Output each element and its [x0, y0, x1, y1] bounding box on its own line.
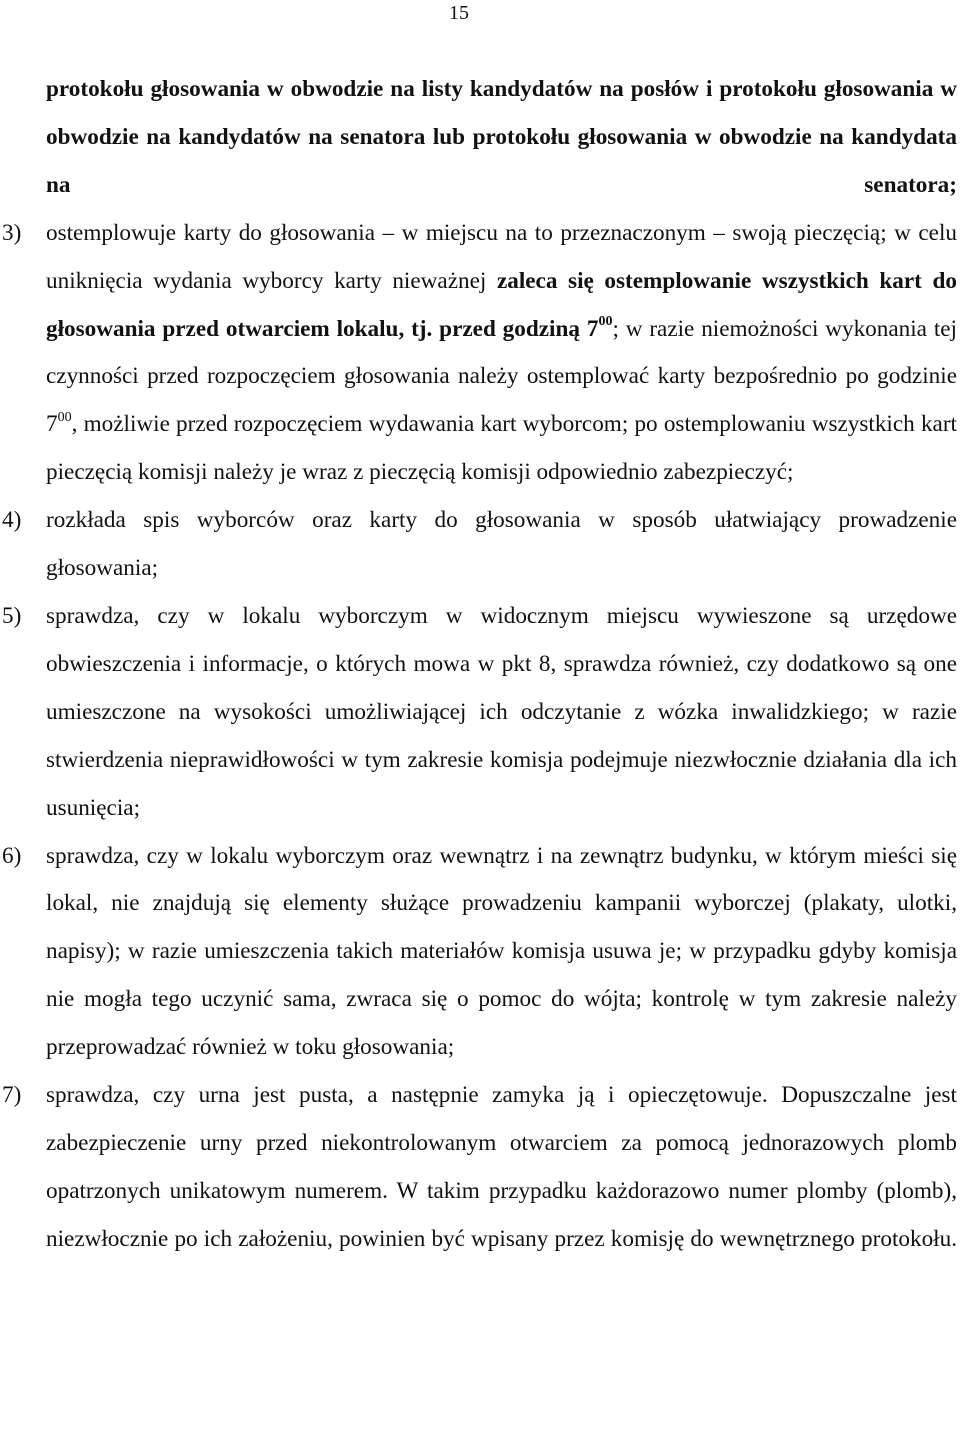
continued-paragraph: [0, 66, 960, 210]
list-item-7: [0, 1072, 960, 1264]
list-item-number: 6): [2, 842, 22, 869]
item-text: rozkłada spis wyborców oraz karty do głosowania w sposób ułatwiający prowadzenie głosowania;: [46, 507, 957, 582]
list-item-number: 3): [2, 219, 22, 246]
document-body: [0, 66, 960, 1264]
item-text: , możliwie przed rozpoczęciem wydawania kart wyborcom; po ostemplowaniu wszystkich kart pieczęcią komisji należy je wraz z pieczęcią komisji odpowiednio zabezpieczyć;: [46, 411, 957, 486]
item-text-emphasis: zaleca się ostemplowanie wszystkich kart do głosowania przed otwarciem lokalu, tj. przed godziną 7: [46, 267, 958, 342]
paragraph-text: protokołu głosowania w obwodzie na listy kandydatów na posłów i protokołu głosowania w obwodzie na kandydatów na senatora lub protokołu głosowania w obwodzie na kandydata na senatora;: [46, 76, 957, 198]
item-text: sprawdza, czy w lokalu wyborczym oraz wewnątrz i na zewnątrz budynku, w którym mieści się lokal, nie znajdują się elementy służące prowadzeniu kampanii wyborczej (plakaty, ulotki, napisy); w razie umieszczenia takich materiałów komisja usuwa je; w przypadku gdyby komisja nie mogła tego uczynić sama, zwraca się o pomoc do wójta; kontrolę w tym zakresie należy przeprowadzać również w toku głosowania;: [46, 842, 957, 1061]
item-text: sprawdza, czy w lokalu wyborczym w widocznym miejscu wywieszone są urzędowe obwieszczenia i informacje, o których mowa w pkt 8, sprawdza również, czy dodatkowo są one umieszczone na wysokości umożliwiającej ich odczytanie z wózka inwalidzkiego; w razie stwierdzenia nieprawidłowości w tym zakresie komisja podejmuje niezwłocznie działania dla ich usunięcia;: [46, 602, 957, 821]
list-item-3: [0, 210, 960, 497]
item-text: sprawdza, czy urna jest pusta, a następnie zamyka ją i opieczętowuje. Dopuszczalne jest zabezpieczenie urny przed niekontrolowanym otwarciem za pomocą jednorazowych plomb opatrzonych unikatowym numerem. W takim przypadku każdorazowo numer plomby (plomb), niezwłocznie po ich założeniu, powinien być wpisany przez komisję do wewnętrznego protokołu.: [46, 1082, 957, 1252]
list-item-6: [0, 833, 960, 1073]
list-item-number: 7): [2, 1082, 22, 1109]
page-number: 15: [449, 2, 469, 24]
list-item-number: 4): [2, 507, 22, 534]
list-item-4: [0, 497, 960, 593]
item-text: ostemplowuje karty do głosowania ‒ w miejscu na to przeznaczonym ‒ swoją pieczęcią; w celu uniknięcia wydania wyborcy karty nieważnej: [46, 219, 957, 294]
hour-superscript: 00: [57, 409, 72, 425]
item-text: ; w razie niemożności wykonania tej czynności przed rozpoczęciem głosowania należy ostemplować karty bezpośrednio po godzinie 7: [46, 315, 957, 438]
hour-superscript: 00: [598, 313, 613, 329]
list-item-5: [0, 593, 960, 833]
list-item-number: 5): [2, 602, 22, 629]
